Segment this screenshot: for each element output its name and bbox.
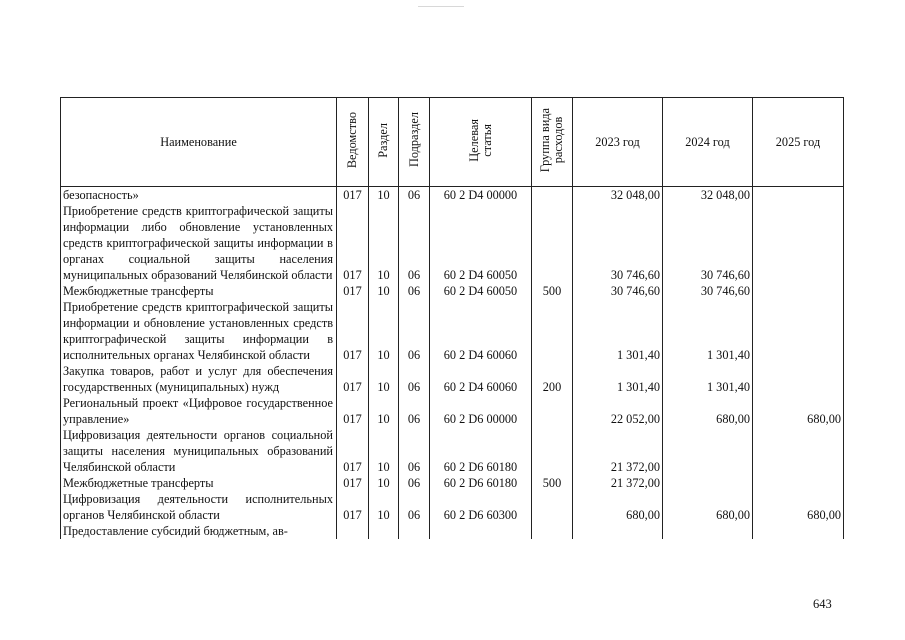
row-vedomstvo: 017 <box>337 363 369 395</box>
table-row <box>61 491 844 523</box>
row-expense-group <box>532 523 573 539</box>
table-row <box>61 395 844 427</box>
row-expense-group: 500 <box>532 475 573 491</box>
table-row <box>61 475 844 491</box>
row-target-article: 60 2 D4 60060 <box>430 363 532 395</box>
row-vedomstvo: 017 <box>337 491 369 523</box>
row-target-article: 60 2 D4 60050 <box>430 283 532 299</box>
row-2025 <box>753 187 844 204</box>
budget-table <box>60 97 844 539</box>
row-2024 <box>663 475 753 491</box>
header-2025: 2025 год <box>753 98 844 187</box>
row-podrazdel: 06 <box>399 187 430 204</box>
row-2023: 680,00 <box>573 491 663 523</box>
row-expense-group <box>532 299 573 363</box>
table-row <box>61 283 844 299</box>
row-2023: 1 301,40 <box>573 299 663 363</box>
row-2024: 32 048,00 <box>663 187 753 204</box>
table-row <box>61 187 844 204</box>
row-name: Межбюджетные трансферты <box>61 283 337 299</box>
row-2024: 30 746,60 <box>663 203 753 283</box>
row-expense-group: 500 <box>532 283 573 299</box>
row-target-article: 60 2 D6 60300 <box>430 491 532 523</box>
table-row <box>61 523 844 539</box>
row-2023: 22 052,00 <box>573 395 663 427</box>
header-vedomstvo: Ведомство <box>337 98 369 187</box>
table-header-row <box>61 98 844 187</box>
row-vedomstvo: 017 <box>337 299 369 363</box>
row-expense-group <box>532 187 573 204</box>
row-2025 <box>753 475 844 491</box>
row-target-article: 60 2 D6 60180 <box>430 475 532 491</box>
row-target-article: 60 2 D4 60050 <box>430 203 532 283</box>
row-2023: 1 301,40 <box>573 363 663 395</box>
row-vedomstvo: 017 <box>337 187 369 204</box>
row-2024 <box>663 427 753 475</box>
row-podrazdel: 06 <box>399 283 430 299</box>
row-expense-group <box>532 427 573 475</box>
row-razdel: 10 <box>369 283 399 299</box>
row-podrazdel: 06 <box>399 299 430 363</box>
row-target-article: 60 2 D4 60060 <box>430 299 532 363</box>
row-vedomstvo <box>337 523 369 539</box>
row-podrazdel: 06 <box>399 491 430 523</box>
table-row <box>61 203 844 283</box>
row-podrazdel <box>399 523 430 539</box>
row-name: Приобретение средств криптографической защиты информации либо обновление установленных средств криптографической защиты информации в органах социальной защиты населения муниципальных образований Челябинской области <box>61 203 337 283</box>
header-target-article: Целевая статья <box>430 98 532 187</box>
row-target-article: 60 2 D6 60180 <box>430 427 532 475</box>
row-vedomstvo: 017 <box>337 427 369 475</box>
row-2025 <box>753 427 844 475</box>
row-2025 <box>753 203 844 283</box>
row-podrazdel: 06 <box>399 427 430 475</box>
row-name: Региональный проект «Цифровое государственное управление» <box>61 395 337 427</box>
row-name: Цифровизация деятельности органов социальной защиты населения муниципальных образований Челябинской области <box>61 427 337 475</box>
row-2025 <box>753 283 844 299</box>
header-razdel: Раздел <box>369 98 399 187</box>
page-number: 643 <box>813 597 832 611</box>
scan-artifact <box>418 6 464 7</box>
table-row <box>61 299 844 363</box>
header-expense-group: Группа вида расходов <box>532 98 573 187</box>
row-razdel <box>369 523 399 539</box>
row-name: Межбюджетные трансферты <box>61 475 337 491</box>
row-expense-group <box>532 491 573 523</box>
row-2023: 21 372,00 <box>573 475 663 491</box>
row-razdel: 10 <box>369 475 399 491</box>
row-podrazdel: 06 <box>399 363 430 395</box>
row-vedomstvo: 017 <box>337 475 369 491</box>
header-2024: 2024 год <box>663 98 753 187</box>
row-2024: 1 301,40 <box>663 363 753 395</box>
row-name: безопасность» <box>61 187 337 204</box>
row-podrazdel: 06 <box>399 395 430 427</box>
row-target-article <box>430 523 532 539</box>
row-expense-group: 200 <box>532 363 573 395</box>
row-podrazdel: 06 <box>399 203 430 283</box>
row-2025 <box>753 523 844 539</box>
row-vedomstvo: 017 <box>337 203 369 283</box>
table-row <box>61 363 844 395</box>
row-expense-group <box>532 203 573 283</box>
row-expense-group <box>532 395 573 427</box>
row-name: Приобретение средств криптографической защиты информации и обновление установленных средств криптографической защиты информации в исполнительных органах Челябинской области <box>61 299 337 363</box>
row-2023 <box>573 523 663 539</box>
row-2025 <box>753 299 844 363</box>
header-2023: 2023 год <box>573 98 663 187</box>
row-razdel: 10 <box>369 203 399 283</box>
row-razdel: 10 <box>369 491 399 523</box>
row-name: Закупка товаров, работ и услуг для обеспечения государственных (муниципальных) нужд <box>61 363 337 395</box>
table-row <box>61 427 844 475</box>
row-2025 <box>753 363 844 395</box>
row-2024: 680,00 <box>663 395 753 427</box>
header-podrazdel: Подраздел <box>399 98 430 187</box>
row-vedomstvo: 017 <box>337 283 369 299</box>
row-razdel: 10 <box>369 299 399 363</box>
row-2024: 30 746,60 <box>663 283 753 299</box>
header-name: Наименование <box>61 98 337 187</box>
row-razdel: 10 <box>369 363 399 395</box>
row-2025: 680,00 <box>753 491 844 523</box>
row-podrazdel: 06 <box>399 475 430 491</box>
row-2023: 30 746,60 <box>573 283 663 299</box>
row-vedomstvo: 017 <box>337 395 369 427</box>
row-razdel: 10 <box>369 187 399 204</box>
row-2025: 680,00 <box>753 395 844 427</box>
row-2023: 30 746,60 <box>573 203 663 283</box>
row-2024 <box>663 523 753 539</box>
row-2024: 680,00 <box>663 491 753 523</box>
row-target-article: 60 2 D6 00000 <box>430 395 532 427</box>
row-target-article: 60 2 D4 00000 <box>430 187 532 204</box>
row-razdel: 10 <box>369 427 399 475</box>
row-razdel: 10 <box>369 395 399 427</box>
row-2023: 32 048,00 <box>573 187 663 204</box>
row-name: Цифровизация деятельности исполнительных органов Челябинской области <box>61 491 337 523</box>
row-name: Предоставление субсидий бюджетным, ав- <box>61 523 337 539</box>
row-2023: 21 372,00 <box>573 427 663 475</box>
row-2024: 1 301,40 <box>663 299 753 363</box>
